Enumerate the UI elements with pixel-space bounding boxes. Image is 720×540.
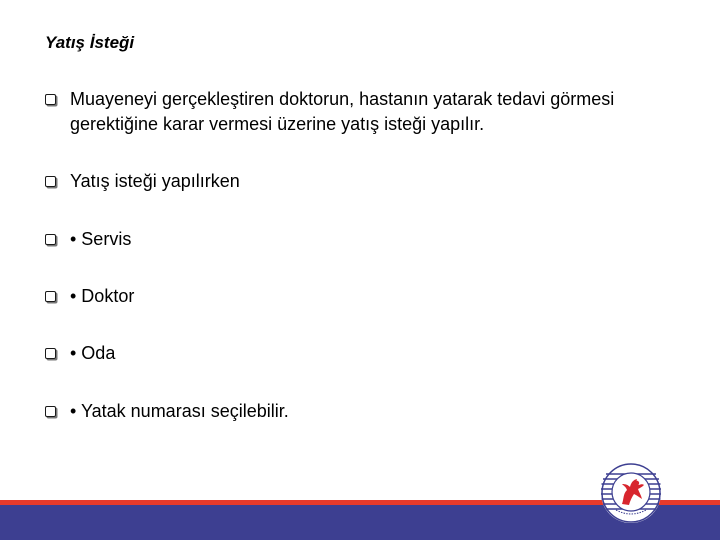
list-item bbox=[45, 227, 695, 252]
list-item bbox=[45, 87, 695, 137]
checkbox-bullet-icon bbox=[45, 406, 56, 417]
list-item-text: Muayeneyi gerçekleştiren doktorun, hastanın yatarak tedavi görmesi gerektiğine karar vermesi üzerine yatış isteği yapılır. bbox=[70, 89, 615, 134]
list-item bbox=[45, 341, 695, 366]
university-seal-logo bbox=[600, 462, 662, 524]
list-item bbox=[45, 284, 695, 309]
checkbox-bullet-icon bbox=[45, 291, 56, 302]
list-item-text: • Doktor bbox=[70, 286, 135, 306]
list-item-text: • Oda bbox=[70, 343, 116, 363]
list-item-text: Yatış isteği yapılırken bbox=[70, 171, 240, 191]
checkbox-bullet-icon bbox=[45, 176, 56, 187]
list-item bbox=[45, 169, 695, 194]
list-item-text: • Yatak numarası seçilebilir. bbox=[70, 401, 289, 421]
list-item-text: • Servis bbox=[70, 229, 132, 249]
checkbox-bullet-icon bbox=[45, 94, 56, 105]
checkbox-bullet-icon bbox=[45, 234, 56, 245]
list-item bbox=[45, 399, 695, 424]
page-title: Yatış İsteği bbox=[45, 33, 135, 52]
checkbox-bullet-icon bbox=[45, 348, 56, 359]
